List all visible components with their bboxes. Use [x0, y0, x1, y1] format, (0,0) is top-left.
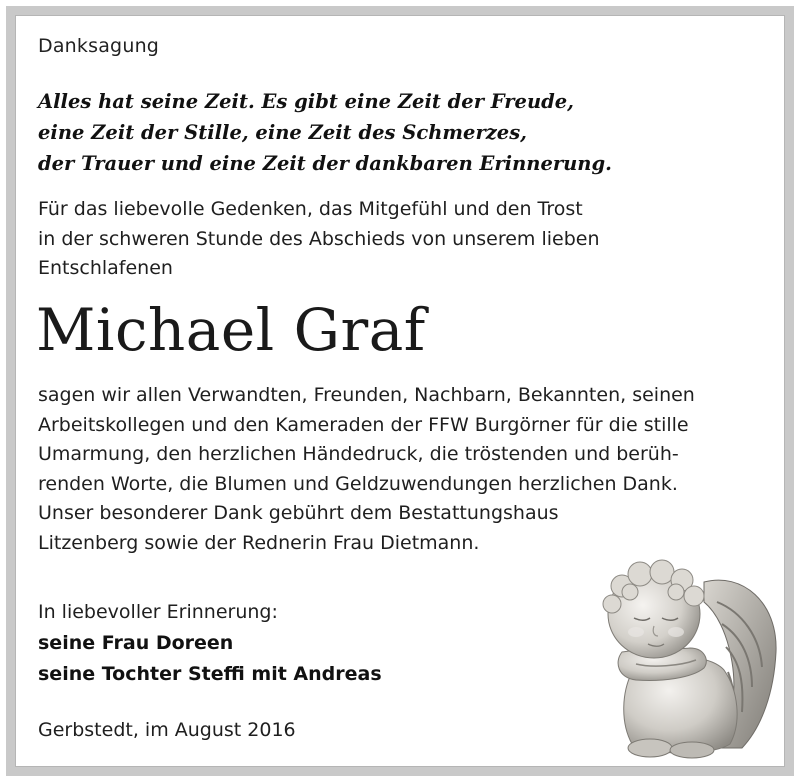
thanks-line: sagen wir allen Verwandten, Freunden, Nachbarn, Bekannten, seinen [38, 384, 695, 406]
intro-line: Für das liebevolle Gedenken, das Mitgefühl und den Trost [38, 198, 583, 220]
signoff-block [38, 597, 382, 690]
thanks-paragraph [38, 381, 695, 558]
thanks-line: Unser besonderer Dank gebührt dem Bestattungshaus [38, 502, 559, 524]
thanks-line: Litzenberg sowie der Rednerin Frau Dietmann. [38, 531, 480, 554]
deceased-name: Michael Graf [36, 296, 426, 364]
thanks-line: Umarmung, den herzlichen Händedruck, die tröstenden und berüh- [38, 443, 679, 465]
intro-line: Entschlafenen [38, 257, 173, 279]
thanks-line: Arbeitskollegen und den Kameraden der FFW Burgörner für die stille [38, 413, 689, 436]
thanks-line: renden Worte, die Blumen und Geldzuwendungen herzlichen Dank. [38, 472, 678, 495]
motto-line: eine Zeit der Stille, eine Zeit des Schmerzes, [38, 121, 527, 144]
motto-quote [38, 86, 612, 179]
intro-paragraph [38, 195, 600, 284]
angel-figurine-image [592, 552, 784, 760]
notice-heading: Danksagung [38, 35, 160, 57]
intro-line: in der schweren Stunde des Abschieds von unserem lieben [38, 227, 600, 250]
place-date: Gerbstedt, im August 2016 [38, 719, 296, 741]
signoff-intro: In liebevoller Erinnerung: [38, 601, 278, 623]
mourner-name: seine Tochter Steffi mit Andreas [38, 663, 382, 685]
mourner-name: seine Frau Doreen [38, 632, 234, 654]
motto-line: Alles hat seine Zeit. Es gibt eine Zeit der Freude, [38, 90, 574, 113]
motto-line: der Trauer und eine Zeit der dankbaren Erinnerung. [38, 152, 612, 175]
